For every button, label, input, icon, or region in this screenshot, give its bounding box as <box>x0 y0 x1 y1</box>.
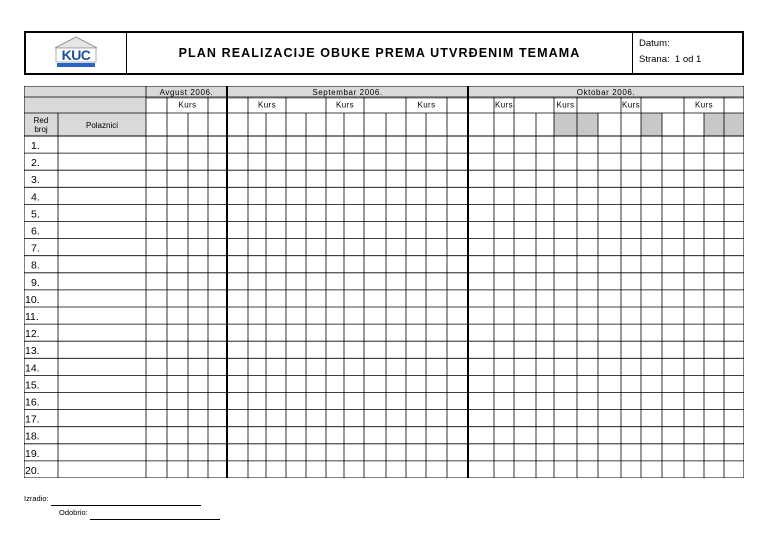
kurs-label: Kurs <box>335 100 355 110</box>
row-number-label: 3. <box>31 174 40 187</box>
kurs-label: Kurs <box>556 100 575 110</box>
row-number-label: 6. <box>31 225 40 238</box>
kurs-label: Kurs <box>621 100 641 110</box>
row-number-label: 19. <box>25 447 40 460</box>
shaded-header-cell <box>577 113 598 136</box>
odobrio-signature-line[interactable] <box>90 511 220 520</box>
polaznici-label: Polaznici <box>85 121 119 130</box>
row-number-label: 9. <box>31 276 40 289</box>
row-number-label: 13. <box>25 345 40 358</box>
shaded-header-cell <box>704 113 724 136</box>
month-label: Oktobar 2006. <box>576 88 636 97</box>
row-number-label: 14. <box>25 362 40 375</box>
strana-value: 1 od 1 <box>674 54 702 65</box>
logo-text: KUC <box>61 47 91 63</box>
kurs-label: Kurs <box>694 100 714 110</box>
row-number-label: 17. <box>25 413 40 426</box>
izradio-row <box>24 492 220 506</box>
training-plan-table <box>24 86 744 478</box>
corner-header-fill <box>24 86 146 113</box>
row-number-label: 12. <box>25 328 40 341</box>
signature-footer <box>24 492 220 520</box>
row-number-label: 2. <box>31 157 40 170</box>
red-broj-label: Red <box>33 116 49 125</box>
strana-label: Strana: <box>639 54 670 65</box>
table-grid <box>24 86 744 478</box>
row-number-label: 15. <box>25 379 40 392</box>
document-header <box>24 31 744 75</box>
strana-row <box>639 52 742 68</box>
row-number-label: 10. <box>25 293 40 306</box>
odobrio-label: Odobrio: <box>59 508 88 517</box>
red-broj-label: broj <box>34 125 48 134</box>
row-number-label: 1. <box>31 140 40 152</box>
kurs-label: Kurs <box>494 100 514 110</box>
izradio-label: Izradio: <box>24 494 49 503</box>
row-number-label: 5. <box>31 208 40 221</box>
row-number-label: 20. <box>25 464 40 477</box>
kurs-label: Kurs <box>178 100 197 110</box>
page-title: PLAN REALIZACIJE OBUKE PREMA UTVRĐENIM TEMAMA <box>127 33 633 73</box>
kurs-label: Kurs <box>257 100 277 110</box>
logo-cell <box>26 33 127 73</box>
document-meta <box>633 33 742 73</box>
kuc-logo <box>50 36 102 70</box>
izradio-signature-line[interactable] <box>51 497 201 506</box>
row-number-label: 16. <box>25 396 40 409</box>
shaded-header-cell <box>641 113 662 136</box>
shaded-header-cell <box>554 113 577 136</box>
month-label: Avgust 2006. <box>159 88 214 97</box>
row-number-label: 8. <box>31 259 40 272</box>
shaded-header-cell <box>724 113 744 136</box>
row-number-label: 11. <box>25 311 39 323</box>
row-number-label: 18. <box>25 430 40 443</box>
datum-label: Datum: <box>639 38 670 49</box>
odobrio-row <box>24 506 220 520</box>
row-number-label: 7. <box>31 242 40 255</box>
row-number-label: 4. <box>31 191 40 204</box>
kurs-label: Kurs <box>417 100 436 110</box>
month-label: Septembar 2006. <box>312 88 383 97</box>
month-header-fill <box>146 86 744 97</box>
